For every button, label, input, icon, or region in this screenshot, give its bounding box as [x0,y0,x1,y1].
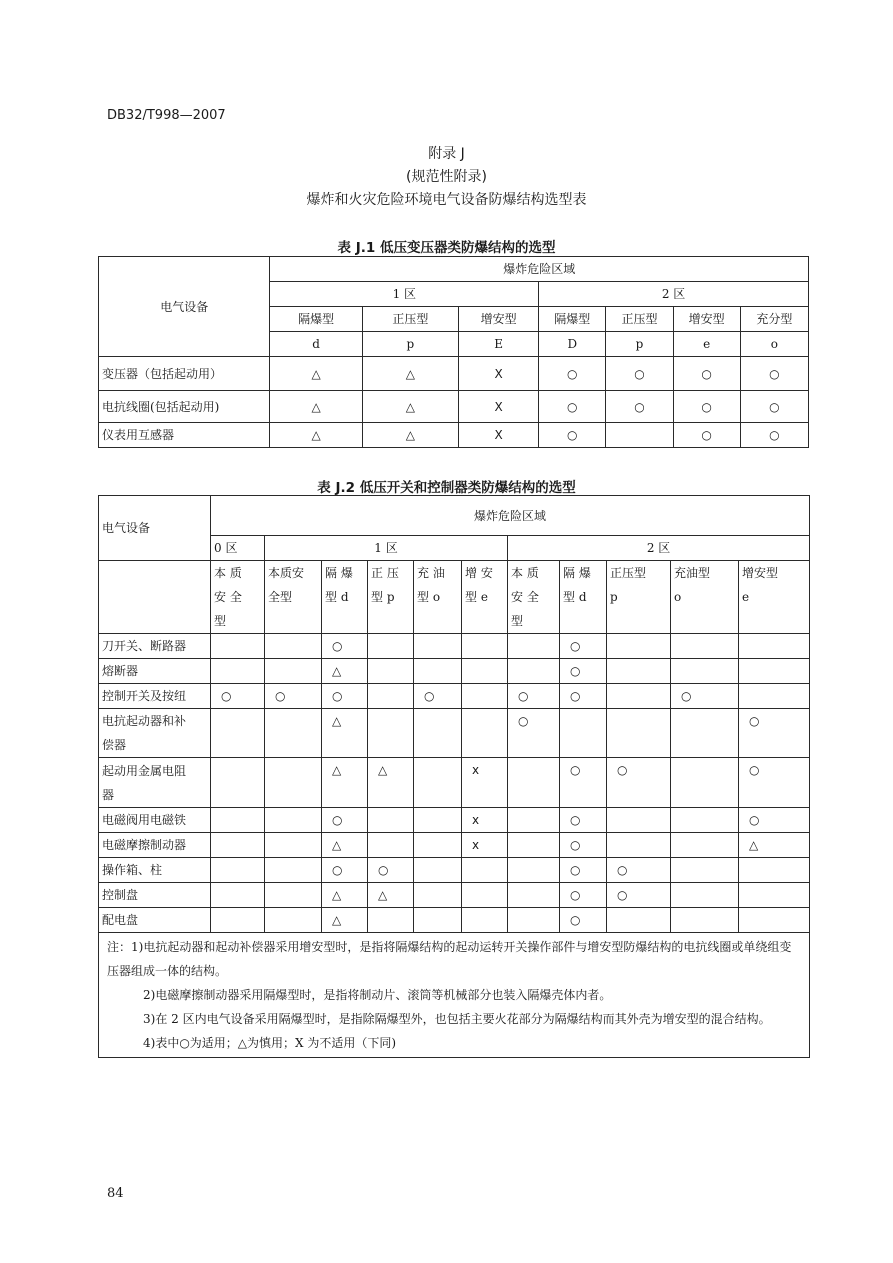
table2-rating-cell: ○ [560,883,607,908]
table1-type-code: o [740,332,808,357]
table2-zone-group-header: 爆炸危险区域 [211,496,810,536]
table2-rating-cell: x [462,808,508,833]
table2-type-header [414,561,462,634]
table2-rating-cell: ○ [560,908,607,933]
table2-type-header-line: 正 压 [371,566,399,580]
table2-row-label [99,908,211,933]
table-row [99,883,810,908]
table1 [98,256,809,448]
table2-blank-cell [99,561,211,634]
table2-rating-cell [739,883,810,908]
table1-type-name: 隔爆型 [270,307,362,332]
table2-rating-cell [368,833,414,858]
table2-rating-cell: ○ [322,634,368,659]
table2-rating-cell [739,634,810,659]
table2-type-header-line: 本 质 [214,566,242,580]
table2-rating-cell [671,883,739,908]
table2-rating-cell [414,659,462,684]
table2-type-header [508,561,560,634]
table1-rating-cell: X [458,391,538,423]
table1-rating-cell: △ [362,357,458,391]
table2-rating-cell [508,659,560,684]
table2-rating-cell [607,833,671,858]
table2-zone2-header: 2 区 [508,536,810,561]
table2-rating-cell [211,908,265,933]
table2-zone0-header: 0 区 [211,536,265,561]
table-row [99,709,810,758]
table2-rating-cell: △ [368,758,414,808]
table1-caption: 表 J.1 低压变压器类防爆结构的选型 [337,240,556,256]
table2-type-header-line: 型 [511,614,524,628]
table2-rating-cell: ○ [739,808,810,833]
table2-type-header [607,561,671,634]
table2-rating-cell [607,634,671,659]
table2-rating-cell [607,908,671,933]
table2-rating-cell [211,883,265,908]
table2-rating-cell [211,858,265,883]
table1-row-label: 变压器（包括起动用） [99,357,270,391]
table1-rating-cell: ○ [539,357,606,391]
table2-note: 3)在 2 区内电气设备采用隔爆型时，是指除隔爆型外，也包括主要火花部分为隔爆结构而其外壳为增安型的混合结构。 [143,1012,771,1026]
table2-type-header-line: e [742,590,750,604]
table1-rating-cell: ○ [673,357,740,391]
table2-rating-cell [739,858,810,883]
table2-note: 4)表中○为适用；△为慎用；X 为不适用（下同) [143,1036,397,1050]
table2-rating-cell [671,908,739,933]
table2-rating-cell [211,634,265,659]
table2 [98,495,810,1058]
table1-rating-cell [606,423,673,448]
table2-rating-cell [414,883,462,908]
table2-rating-cell: ○ [414,684,462,709]
table1-type-code: d [270,332,362,357]
table1-rating-cell: X [458,357,538,391]
table2-notes-row [99,933,810,1058]
table2-rating-cell [211,833,265,858]
table2-rating-cell [462,709,508,758]
table2-rating-cell [462,908,508,933]
table1-rating-cell: ○ [606,357,673,391]
table2-type-header-line: p [610,590,618,604]
table2-rating-cell [671,758,739,808]
table2-rating-cell: △ [368,883,414,908]
table2-rating-cell [508,858,560,883]
table1-rating-cell: ○ [740,391,808,423]
table2-type-header [265,561,322,634]
table2-type-header-line: 增安型 [742,566,779,580]
table-row [99,423,809,448]
table1-type-code: E [458,332,538,357]
appendix-title: 爆炸和火灾危险环境电气设备防爆结构选型表 [306,192,587,208]
table2-type-header [368,561,414,634]
page-number: 84 [107,1186,124,1201]
table2-rating-cell [671,709,739,758]
table2-rating-cell [265,908,322,933]
table-row [99,659,810,684]
table2-rating-cell [368,908,414,933]
table2-rating-cell: ○ [739,758,810,808]
table2-rating-cell [414,833,462,858]
table2-type-header-line: 型 e [465,590,488,604]
table2-rating-cell [508,883,560,908]
table2-rating-cell [607,709,671,758]
table1-type-name: 正压型 [606,307,673,332]
table1-rating-cell: X [458,423,538,448]
table2-rating-cell [368,684,414,709]
table2-row-label-line: 器 [102,787,115,802]
table1-type-code: p [606,332,673,357]
appendix-label: 附录 J [428,146,465,162]
table1-rating-cell: ○ [673,391,740,423]
table-row [99,833,810,858]
table-row [99,391,809,423]
table2-row-label [99,634,211,659]
table2-rating-cell [368,808,414,833]
table2-row-label [99,808,211,833]
table2-rating-cell: △ [322,659,368,684]
table2-type-header-line: 增 安 [465,566,493,580]
table2-rating-cell: ○ [560,634,607,659]
table2-rating-cell: ○ [322,684,368,709]
table2-equipment-header: 电气设备 [99,496,211,561]
table2-rating-cell [414,908,462,933]
table2-row-label [99,883,211,908]
table2-rating-cell [211,709,265,758]
table2-type-header-line: 安 全 [214,590,242,604]
table2-row-label-line: 电磁摩擦制动器 [102,838,187,852]
table2-rating-cell: x [462,833,508,858]
table2-row-label-line: 偿器 [102,738,127,752]
table2-row-label-line: 熔断器 [102,664,139,678]
table2-rating-cell [739,659,810,684]
table1-type-name: 增安型 [458,307,538,332]
table1-type-code: D [539,332,606,357]
table2-rating-cell [607,659,671,684]
table2-rating-cell [508,634,560,659]
table2-type-header [211,561,265,634]
table2-rating-cell [508,808,560,833]
table2-rating-cell [368,634,414,659]
table2-type-header [462,561,508,634]
table2-type-header-line: 充 油 [417,566,445,580]
table2-rating-cell [508,908,560,933]
table2-rating-cell: △ [322,833,368,858]
table2-rating-cell [671,833,739,858]
table2-row-label-line: 起动用金属电阻 [102,763,187,778]
table2-rating-cell [265,833,322,858]
table2-type-header-line: 正压型 [610,566,647,580]
table2-rating-cell [368,659,414,684]
table2-rating-cell: ○ [322,858,368,883]
table2-note: 2)电磁摩擦制动器采用隔爆型时，是指将制动片、滚筒等机械部分也装入隔爆壳体内者。 [143,988,612,1002]
table2-caption: 表 J.2 低压开关和控制器类防爆结构的选型 [317,480,576,496]
table1-rating-cell: ○ [606,391,673,423]
table-row [99,684,810,709]
table2-row-label [99,709,211,758]
table1-rating-cell: ○ [740,357,808,391]
table2-rating-cell: △ [322,908,368,933]
table2-rating-cell [607,684,671,709]
table2-notes [99,933,810,1058]
table2-type-header-line: 型 o [417,590,441,604]
table-row [99,808,810,833]
table2-type-header [671,561,739,634]
table2-rating-cell: ○ [322,808,368,833]
table2-rating-cell [462,684,508,709]
table2-rating-cell [414,858,462,883]
table2-type-header [560,561,607,634]
table2-rating-cell: ○ [607,758,671,808]
table2-rating-cell [560,709,607,758]
table2-rating-cell [265,808,322,833]
table2-rating-cell [671,858,739,883]
table1-type-name: 隔爆型 [539,307,606,332]
table2-rating-cell [462,634,508,659]
table2-row-label-line: 控制盘 [102,888,139,902]
table2-rating-cell [211,758,265,808]
table2-rating-cell: ○ [211,684,265,709]
table2-rating-cell [607,808,671,833]
table2-rating-cell [368,709,414,758]
table2-rating-cell [211,659,265,684]
table2-rating-cell [211,808,265,833]
table2-rating-cell: ○ [265,684,322,709]
table2-type-header-line: o [674,590,682,604]
table1-type-name: 增安型 [673,307,740,332]
table2-row-label [99,684,211,709]
table2-row-label [99,659,211,684]
table-row [99,858,810,883]
table2-rating-cell [265,634,322,659]
table2-rating-cell [414,634,462,659]
table2-rating-cell: ○ [607,883,671,908]
table2-note: 注：1)电抗起动器和起动补偿器采用增安型时，是指将隔爆结构的起动运转开关操作部件与增安型防爆结构的电抗线圈或单绕组变压器组成一体的结构。 [107,940,792,978]
table-row [99,357,809,391]
table2-rating-cell [508,758,560,808]
table2-type-header-line: 本质安 [268,566,305,580]
table2-type-header-line: 型 [214,614,227,628]
table1-rating-cell: ○ [539,423,606,448]
table2-rating-cell [414,709,462,758]
table2-type-header-line: 隔 爆 [325,566,353,580]
table2-rating-cell [508,833,560,858]
table2-rating-cell [462,883,508,908]
table2-rating-cell: x [462,758,508,808]
table2-rating-cell: ○ [508,684,560,709]
table2-type-header-line: 型 d [325,590,349,604]
table2-row-label-line: 刀开关、断路器 [102,639,187,653]
table-row [99,758,810,808]
table-row [99,634,810,659]
table1-type-name: 正压型 [362,307,458,332]
table2-row-label-line: 配电盘 [102,913,139,927]
table2-rating-cell [671,659,739,684]
table2-rating-cell: ○ [671,684,739,709]
table1-rating-cell: ○ [740,423,808,448]
table1-rating-cell: △ [362,423,458,448]
table2-rating-cell [739,684,810,709]
table2-row-label-line: 操作箱、柱 [102,863,163,877]
table2-type-header-line: 型 p [371,590,395,604]
table2-rating-cell: △ [322,883,368,908]
table2-rating-cell: ○ [508,709,560,758]
table2-type-header-line: 全型 [268,590,293,604]
table2-row-label [99,858,211,883]
table1-rating-cell: △ [362,391,458,423]
table2-rating-cell [462,858,508,883]
table2-rating-cell: ○ [560,758,607,808]
table1-rating-cell: △ [270,391,362,423]
table2-rating-cell [739,908,810,933]
table1-rating-cell: ○ [673,423,740,448]
table2-rating-cell: ○ [607,858,671,883]
table2-type-header-line: 本 质 [511,566,539,580]
table2-rating-cell: △ [322,709,368,758]
table1-zone-group-header: 爆炸危险区域 [270,257,809,282]
table2-row-label [99,758,211,808]
table2-rating-cell: ○ [560,659,607,684]
table1-rating-cell: △ [270,423,362,448]
table2-row-label [99,833,211,858]
table2-rating-cell [671,808,739,833]
table1-rating-cell: △ [270,357,362,391]
table2-rating-cell: ○ [560,684,607,709]
table2-rating-cell: ○ [368,858,414,883]
table1-row-label: 电抗线圈(包括起动用) [99,391,270,423]
table2-rating-cell: ○ [560,833,607,858]
table2-type-header-line: 型 d [563,590,587,604]
table2-rating-cell: ○ [560,858,607,883]
table1-type-code: e [673,332,740,357]
table2-type-header [322,561,368,634]
table2-rating-cell [265,659,322,684]
table2-row-label-line: 电抗起动器和补 [102,714,187,728]
table1-zone2-header: 2 区 [539,282,809,307]
table1-equipment-header: 电气设备 [99,257,270,357]
table1-type-code: p [362,332,458,357]
table-row [99,908,810,933]
table2-rating-cell [671,634,739,659]
table2-type-header-line: 隔 爆 [563,566,591,580]
table2-rating-cell: △ [739,833,810,858]
table2-rating-cell: ○ [560,808,607,833]
table2-rating-cell [414,808,462,833]
table2-type-header-line: 安 全 [511,590,539,604]
table1-zone1-header: 1 区 [270,282,539,307]
table1-type-name: 充分型 [740,307,808,332]
table2-row-label-line: 电磁阀用电磁铁 [102,813,187,827]
table2-type-header-line: 充油型 [674,566,711,580]
table1-rating-cell: ○ [539,391,606,423]
table2-type-header [739,561,810,634]
table2-rating-cell: △ [322,758,368,808]
appendix-type: (规范性附录) [406,169,487,185]
table2-rating-cell [265,883,322,908]
table2-rating-cell [265,858,322,883]
table2-row-label-line: 控制开关及按纽 [102,689,187,703]
table2-rating-cell [462,659,508,684]
document-code: DB32/T998—2007 [107,108,226,123]
table2-rating-cell [414,758,462,808]
table2-rating-cell: ○ [739,709,810,758]
table1-row-label: 仪表用互感器 [99,423,270,448]
table2-rating-cell [265,758,322,808]
table2-rating-cell [265,709,322,758]
table2-zone1-header: 1 区 [265,536,508,561]
